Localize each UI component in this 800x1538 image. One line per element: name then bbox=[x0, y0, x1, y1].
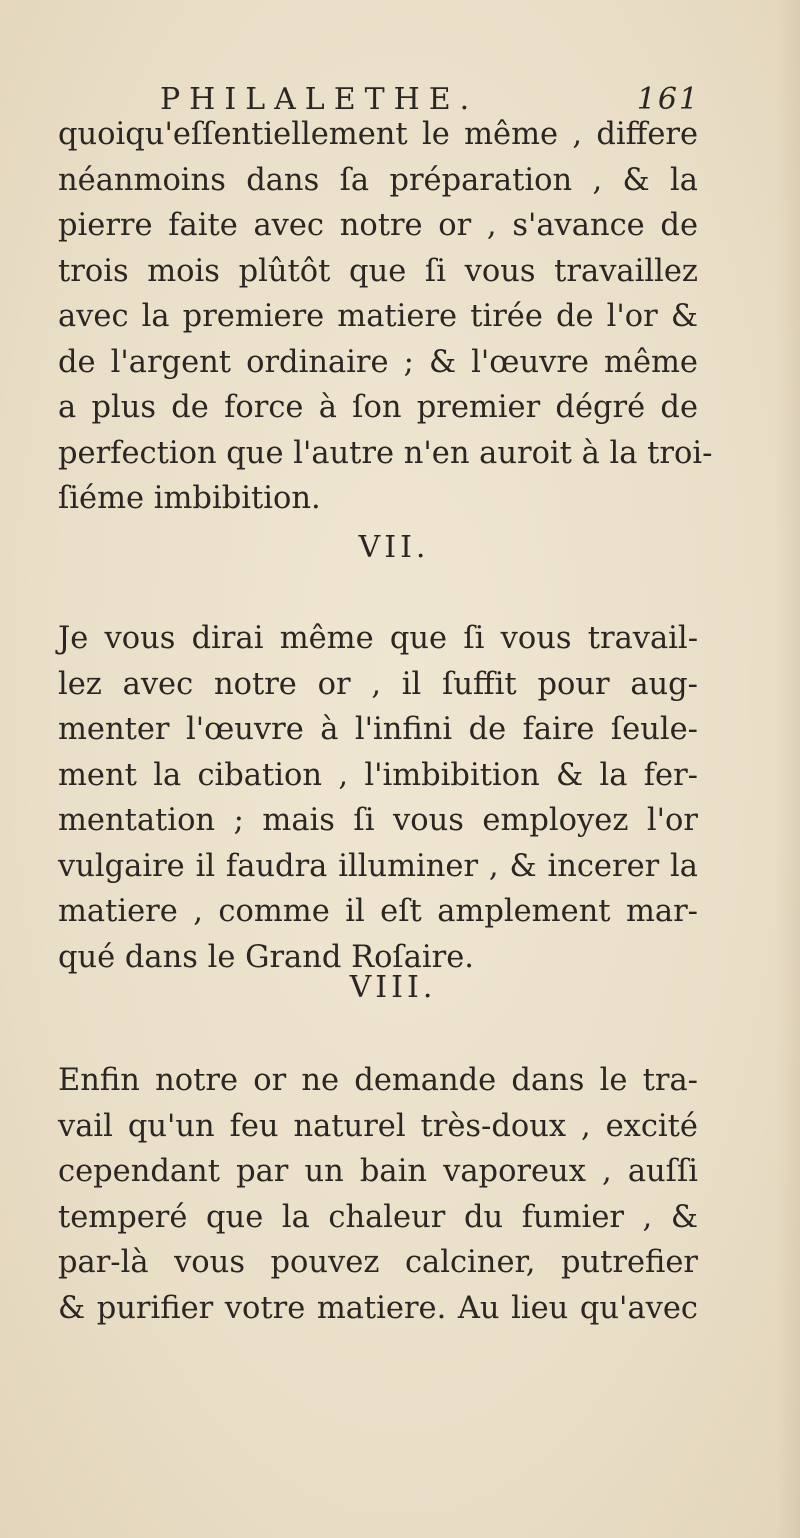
text-line: Enfin notre or ne demande dans le tra- bbox=[58, 1063, 698, 1098]
text-line: néanmoins dans ſa préparation , & la bbox=[58, 162, 698, 198]
section-heading-vii: VII. bbox=[358, 530, 430, 565]
text-line: perfection que l'autre n'en auroit à la troi- bbox=[58, 435, 713, 471]
section-heading-viii: VIII. bbox=[349, 970, 437, 1005]
text-line: avec la premiere matiere tirée de l'or & bbox=[58, 299, 698, 334]
text-line: temperé que la chaleur du fumier , & bbox=[58, 1199, 698, 1235]
text-line: matiere , comme il eſt amplement mar- bbox=[58, 894, 698, 929]
page-number: 161 bbox=[636, 82, 700, 117]
text-line: quoiqu'eſſentiellement le même , differe bbox=[58, 117, 698, 152]
text-line: ſiéme imbibition. bbox=[58, 481, 321, 516]
text-line: par-là vous pouvez calciner, putrefier bbox=[58, 1245, 698, 1280]
paragraph-section-viii bbox=[58, 1058, 698, 1331]
text-line: ment la cibation , l'imbibition & la fer- bbox=[58, 757, 698, 793]
text-line: mentation ; mais ſi vous employez l'or bbox=[58, 803, 698, 838]
text-line: cependant par un bain vaporeux , auſſi bbox=[58, 1154, 698, 1189]
text-line: vulgaire il faudra illuminer , & incerer la bbox=[58, 848, 698, 884]
text-line: trois mois plûtôt que ſi vous travaillez bbox=[58, 253, 698, 289]
paragraph-continuation bbox=[58, 112, 713, 522]
text-line: Je vous dirai même que ſi vous travail- bbox=[58, 621, 698, 656]
text-line: a plus de force à ſon premier dégré de bbox=[58, 390, 698, 425]
text-line: vail qu'un feu naturel très-doux , excité bbox=[58, 1108, 698, 1144]
text-line: menter l'œuvre à l'infini de faire ſeule- bbox=[58, 712, 698, 747]
page-edge-shadow bbox=[776, 0, 800, 1538]
paragraph-section-vii bbox=[58, 616, 698, 980]
text-line: pierre faite avec notre or , s'avance de bbox=[58, 208, 698, 243]
running-title: PHILALETHE. bbox=[160, 82, 479, 117]
text-line: lez avec notre or , il ſuffit pour aug- bbox=[58, 666, 698, 702]
text-line: & purifier votre matiere. Au lieu qu'avec bbox=[58, 1290, 698, 1326]
text-line: de l'argent ordinaire ; & l'œuvre même bbox=[58, 344, 698, 380]
text-line: qué dans le Grand Roſaire. bbox=[58, 939, 474, 975]
